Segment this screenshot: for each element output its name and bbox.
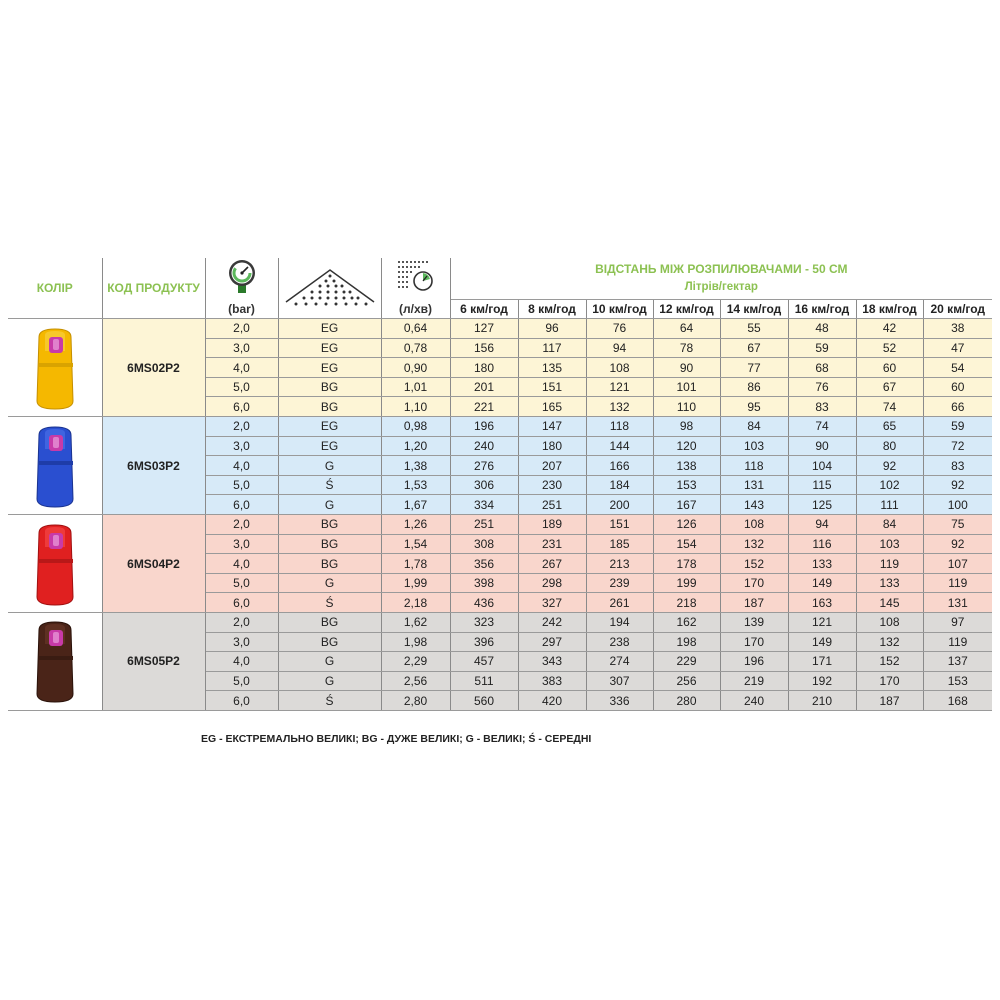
nozzle-image-blue — [8, 417, 102, 515]
droplet-class: EG — [278, 358, 381, 378]
rate-cell: 94 — [586, 338, 653, 358]
pressure-value: 6,0 — [205, 495, 278, 515]
nozzle-group-brown — [8, 613, 992, 711]
rate-cell: 153 — [653, 475, 720, 495]
rate-cell: 168 — [923, 691, 992, 711]
speed-header: 18 км/год — [856, 299, 923, 319]
nozzle-group-blue — [8, 417, 992, 515]
droplet-class: BG — [278, 534, 381, 554]
rate-cell: 139 — [720, 613, 788, 633]
rate-cell: 219 — [720, 671, 788, 691]
rate-cell: 229 — [653, 652, 720, 672]
rate-cell: 84 — [856, 515, 923, 535]
nozzle-icon — [25, 519, 85, 609]
flow-value: 2,18 — [381, 593, 450, 613]
product-code: 6MS03P2 — [102, 417, 205, 515]
rate-cell: 133 — [856, 573, 923, 593]
droplet-class: G — [278, 495, 381, 515]
rate-cell: 76 — [586, 319, 653, 339]
flow-rate-icon — [396, 258, 436, 294]
rate-cell: 511 — [450, 671, 518, 691]
rate-cell: 276 — [450, 456, 518, 476]
rate-cell: 156 — [450, 338, 518, 358]
rate-cell: 97 — [923, 613, 992, 633]
rate-cell: 131 — [720, 475, 788, 495]
rate-cell: 398 — [450, 573, 518, 593]
rate-cell: 323 — [450, 613, 518, 633]
rate-cell: 196 — [720, 652, 788, 672]
droplet-class: EG — [278, 338, 381, 358]
rate-cell: 334 — [450, 495, 518, 515]
rate-cell: 104 — [788, 456, 856, 476]
rate-cell: 103 — [856, 534, 923, 554]
rate-cell: 230 — [518, 475, 586, 495]
rate-cell: 94 — [788, 515, 856, 535]
product-code: 6MS04P2 — [102, 515, 205, 613]
pressure-value: 2,0 — [205, 613, 278, 633]
rate-cell: 152 — [856, 652, 923, 672]
rate-cell: 170 — [720, 632, 788, 652]
rate-cell: 117 — [518, 338, 586, 358]
pressure-value: 4,0 — [205, 652, 278, 672]
pressure-value: 2,0 — [205, 515, 278, 535]
nozzle-group-yellow — [8, 319, 992, 417]
pressure-value: 6,0 — [205, 691, 278, 711]
rate-cell: 55 — [720, 319, 788, 339]
rate-cell: 166 — [586, 456, 653, 476]
rate-cell: 192 — [788, 671, 856, 691]
pressure-value: 5,0 — [205, 671, 278, 691]
nozzle-image-red — [8, 515, 102, 613]
spray-pattern-header — [278, 258, 381, 319]
rate-cell: 101 — [653, 377, 720, 397]
product-code: 6MS05P2 — [102, 613, 205, 711]
flow-value: 1,10 — [381, 397, 450, 417]
rate-cell: 67 — [856, 377, 923, 397]
rate-cell: 194 — [586, 613, 653, 633]
rate-cell: 171 — [788, 652, 856, 672]
rate-cell: 306 — [450, 475, 518, 495]
rate-cell: 436 — [450, 593, 518, 613]
rate-cell: 180 — [450, 358, 518, 378]
rate-cell: 242 — [518, 613, 586, 633]
flow-value: 1,26 — [381, 515, 450, 535]
rate-cell: 207 — [518, 456, 586, 476]
rate-cell: 126 — [653, 515, 720, 535]
flow-value: 1,38 — [381, 456, 450, 476]
rate-cell: 107 — [923, 554, 992, 574]
flow-value: 2,29 — [381, 652, 450, 672]
rate-cell: 120 — [653, 436, 720, 456]
speed-header: 10 км/год — [586, 299, 653, 319]
rate-cell: 383 — [518, 671, 586, 691]
rate-cell: 396 — [450, 632, 518, 652]
rate-cell: 86 — [720, 377, 788, 397]
pressure-value: 3,0 — [205, 436, 278, 456]
rate-cell: 251 — [518, 495, 586, 515]
nozzle-image-yellow — [8, 319, 102, 417]
rate-cell: 132 — [720, 534, 788, 554]
nozzle-image-brown — [8, 613, 102, 711]
flow-value: 1,20 — [381, 436, 450, 456]
flow-value: 1,54 — [381, 534, 450, 554]
droplet-class: Ś — [278, 691, 381, 711]
pressure-value: 5,0 — [205, 475, 278, 495]
rate-cell: 147 — [518, 417, 586, 437]
rate-cell: 100 — [923, 495, 992, 515]
pressure-value: 4,0 — [205, 358, 278, 378]
rate-cell: 180 — [518, 436, 586, 456]
rate-cell: 118 — [720, 456, 788, 476]
nozzle-icon — [25, 323, 85, 413]
rate-cell: 119 — [923, 573, 992, 593]
rate-cell: 187 — [720, 593, 788, 613]
flow-value: 0,64 — [381, 319, 450, 339]
table-row — [8, 417, 992, 437]
pressure-value: 4,0 — [205, 554, 278, 574]
nozzle-spec-table-wrapper — [8, 258, 992, 711]
rate-cell: 274 — [586, 652, 653, 672]
pressure-gauge-icon — [227, 258, 257, 294]
rate-cell: 47 — [923, 338, 992, 358]
rate-cell: 343 — [518, 652, 586, 672]
product-code: 6MS02P2 — [102, 319, 205, 417]
droplet-size-legend: EG - ЕКСТРЕМАЛЬНО ВЕЛИКІ; BG - ДУЖЕ ВЕЛИКІ; G - ВЕЛИКІ; Ś - СЕРЕДНІ — [201, 733, 592, 745]
rate-cell: 102 — [856, 475, 923, 495]
flow-value: 1,62 — [381, 613, 450, 633]
flow-value: 1,67 — [381, 495, 450, 515]
table-row — [8, 613, 992, 633]
rate-cell: 153 — [923, 671, 992, 691]
spray-pattern-icon — [282, 262, 378, 310]
droplet-class: BG — [278, 632, 381, 652]
pressure-value: 5,0 — [205, 573, 278, 593]
pressure-value: 3,0 — [205, 632, 278, 652]
droplet-class: EG — [278, 417, 381, 437]
rate-cell: 135 — [518, 358, 586, 378]
nozzle-icon — [25, 421, 85, 511]
rate-cell: 261 — [586, 593, 653, 613]
rate-cell: 110 — [653, 397, 720, 417]
rate-cell: 42 — [856, 319, 923, 339]
droplet-class: BG — [278, 613, 381, 633]
rate-cell: 178 — [653, 554, 720, 574]
flow-value: 0,98 — [381, 417, 450, 437]
distance-header — [450, 258, 992, 299]
rate-cell: 80 — [856, 436, 923, 456]
rate-cell: 76 — [788, 377, 856, 397]
rate-cell: 60 — [923, 377, 992, 397]
rate-cell: 92 — [856, 456, 923, 476]
rate-cell: 210 — [788, 691, 856, 711]
rate-cell: 162 — [653, 613, 720, 633]
rate-cell: 154 — [653, 534, 720, 554]
rate-cell: 74 — [788, 417, 856, 437]
product-code-column-header: КОД ПРОДУКТУ — [102, 258, 205, 319]
rate-cell: 298 — [518, 573, 586, 593]
rate-cell: 218 — [653, 593, 720, 613]
speed-header: 6 км/год — [450, 299, 518, 319]
droplet-class: BG — [278, 515, 381, 535]
flow-value: 1,53 — [381, 475, 450, 495]
rate-cell: 52 — [856, 338, 923, 358]
rate-cell: 143 — [720, 495, 788, 515]
flow-value: 2,56 — [381, 671, 450, 691]
rate-cell: 96 — [518, 319, 586, 339]
rate-cell: 297 — [518, 632, 586, 652]
rate-cell: 75 — [923, 515, 992, 535]
droplet-class: Ś — [278, 593, 381, 613]
rate-cell: 121 — [788, 613, 856, 633]
rate-cell: 213 — [586, 554, 653, 574]
nozzle-spec-table — [8, 258, 992, 711]
rate-cell: 92 — [923, 534, 992, 554]
rate-cell: 64 — [653, 319, 720, 339]
rate-cell: 59 — [923, 417, 992, 437]
rate-cell: 199 — [653, 573, 720, 593]
table-row — [8, 319, 992, 339]
rate-cell: 65 — [856, 417, 923, 437]
droplet-class: BG — [278, 397, 381, 417]
rate-cell: 189 — [518, 515, 586, 535]
droplet-class: BG — [278, 377, 381, 397]
rate-cell: 60 — [856, 358, 923, 378]
flow-value: 1,78 — [381, 554, 450, 574]
rate-cell: 133 — [788, 554, 856, 574]
rate-cell: 149 — [788, 573, 856, 593]
rate-cell: 240 — [450, 436, 518, 456]
rate-cell: 151 — [586, 515, 653, 535]
pressure-value: 2,0 — [205, 319, 278, 339]
rate-cell: 66 — [923, 397, 992, 417]
rate-cell: 336 — [586, 691, 653, 711]
flow-value: 2,80 — [381, 691, 450, 711]
rate-cell: 98 — [653, 417, 720, 437]
rate-cell: 125 — [788, 495, 856, 515]
rate-cell: 240 — [720, 691, 788, 711]
pressure-value: 6,0 — [205, 593, 278, 613]
rate-cell: 68 — [788, 358, 856, 378]
rate-cell: 132 — [856, 632, 923, 652]
rate-cell: 48 — [788, 319, 856, 339]
rate-cell: 111 — [856, 495, 923, 515]
rate-cell: 144 — [586, 436, 653, 456]
rate-cell: 196 — [450, 417, 518, 437]
rate-cell: 115 — [788, 475, 856, 495]
rate-cell: 84 — [720, 417, 788, 437]
rate-cell: 163 — [788, 593, 856, 613]
distance-title: ВІДСТАНЬ МІЖ РОЗПИЛЮВАЧАМИ - 50 СМ — [595, 262, 848, 277]
pressure-value: 4,0 — [205, 456, 278, 476]
distance-subtitle: Літрів/гектар — [684, 281, 758, 294]
droplet-class: EG — [278, 319, 381, 339]
rate-cell: 38 — [923, 319, 992, 339]
rate-cell: 137 — [923, 652, 992, 672]
rate-cell: 165 — [518, 397, 586, 417]
rate-cell: 121 — [586, 377, 653, 397]
nozzle-group-red — [8, 515, 992, 613]
rate-cell: 67 — [720, 338, 788, 358]
rate-cell: 152 — [720, 554, 788, 574]
rate-cell: 151 — [518, 377, 586, 397]
speed-header: 14 км/год — [720, 299, 788, 319]
rate-cell: 127 — [450, 319, 518, 339]
rate-cell: 256 — [653, 671, 720, 691]
rate-cell: 185 — [586, 534, 653, 554]
droplet-class: G — [278, 456, 381, 476]
rate-cell: 307 — [586, 671, 653, 691]
flow-value: 1,99 — [381, 573, 450, 593]
droplet-class: BG — [278, 554, 381, 574]
rate-cell: 560 — [450, 691, 518, 711]
rate-cell: 119 — [923, 632, 992, 652]
droplet-class: G — [278, 671, 381, 691]
flow-value: 1,98 — [381, 632, 450, 652]
rate-cell: 74 — [856, 397, 923, 417]
rate-cell: 170 — [720, 573, 788, 593]
rate-cell: 108 — [586, 358, 653, 378]
flow-value: 1,01 — [381, 377, 450, 397]
speed-header: 16 км/год — [788, 299, 856, 319]
droplet-class: Ś — [278, 475, 381, 495]
rate-cell: 251 — [450, 515, 518, 535]
droplet-class: G — [278, 652, 381, 672]
nozzle-icon — [25, 616, 85, 706]
rate-cell: 90 — [788, 436, 856, 456]
rate-cell: 131 — [923, 593, 992, 613]
rate-cell: 231 — [518, 534, 586, 554]
rate-cell: 132 — [586, 397, 653, 417]
speed-header: 20 км/год — [923, 299, 992, 319]
rate-cell: 138 — [653, 456, 720, 476]
rate-cell: 200 — [586, 495, 653, 515]
rate-cell: 239 — [586, 573, 653, 593]
droplet-class: EG — [278, 436, 381, 456]
pressure-value: 3,0 — [205, 338, 278, 358]
rate-cell: 198 — [653, 632, 720, 652]
pressure-unit: (bar) — [205, 299, 278, 319]
pressure-value: 2,0 — [205, 417, 278, 437]
rate-cell: 308 — [450, 534, 518, 554]
rate-cell: 108 — [720, 515, 788, 535]
speed-header: 12 км/год — [653, 299, 720, 319]
rate-cell: 238 — [586, 632, 653, 652]
rate-cell: 280 — [653, 691, 720, 711]
rate-cell: 167 — [653, 495, 720, 515]
rate-cell: 201 — [450, 377, 518, 397]
rate-cell: 78 — [653, 338, 720, 358]
rate-cell: 72 — [923, 436, 992, 456]
pressure-value: 3,0 — [205, 534, 278, 554]
rate-cell: 149 — [788, 632, 856, 652]
rate-cell: 77 — [720, 358, 788, 378]
rate-cell: 116 — [788, 534, 856, 554]
droplet-class: G — [278, 573, 381, 593]
rate-cell: 83 — [788, 397, 856, 417]
rate-cell: 184 — [586, 475, 653, 495]
color-column-header: КОЛІР — [8, 258, 102, 319]
rate-cell: 170 — [856, 671, 923, 691]
rate-cell: 54 — [923, 358, 992, 378]
rate-cell: 145 — [856, 593, 923, 613]
pressure-value: 6,0 — [205, 397, 278, 417]
rate-cell: 119 — [856, 554, 923, 574]
rate-cell: 59 — [788, 338, 856, 358]
rate-cell: 221 — [450, 397, 518, 417]
rate-cell: 327 — [518, 593, 586, 613]
rate-cell: 187 — [856, 691, 923, 711]
rate-cell: 356 — [450, 554, 518, 574]
rate-cell: 457 — [450, 652, 518, 672]
table-row — [8, 515, 992, 535]
flow-value: 0,90 — [381, 358, 450, 378]
rate-cell: 95 — [720, 397, 788, 417]
flow-header — [381, 258, 450, 299]
pressure-value: 5,0 — [205, 377, 278, 397]
rate-cell: 267 — [518, 554, 586, 574]
rate-cell: 92 — [923, 475, 992, 495]
pressure-header — [205, 258, 278, 299]
rate-cell: 118 — [586, 417, 653, 437]
rate-cell: 103 — [720, 436, 788, 456]
rate-cell: 108 — [856, 613, 923, 633]
flow-unit: (л/хв) — [381, 299, 450, 319]
speed-header: 8 км/год — [518, 299, 586, 319]
rate-cell: 420 — [518, 691, 586, 711]
flow-value: 0,78 — [381, 338, 450, 358]
rate-cell: 83 — [923, 456, 992, 476]
rate-cell: 90 — [653, 358, 720, 378]
